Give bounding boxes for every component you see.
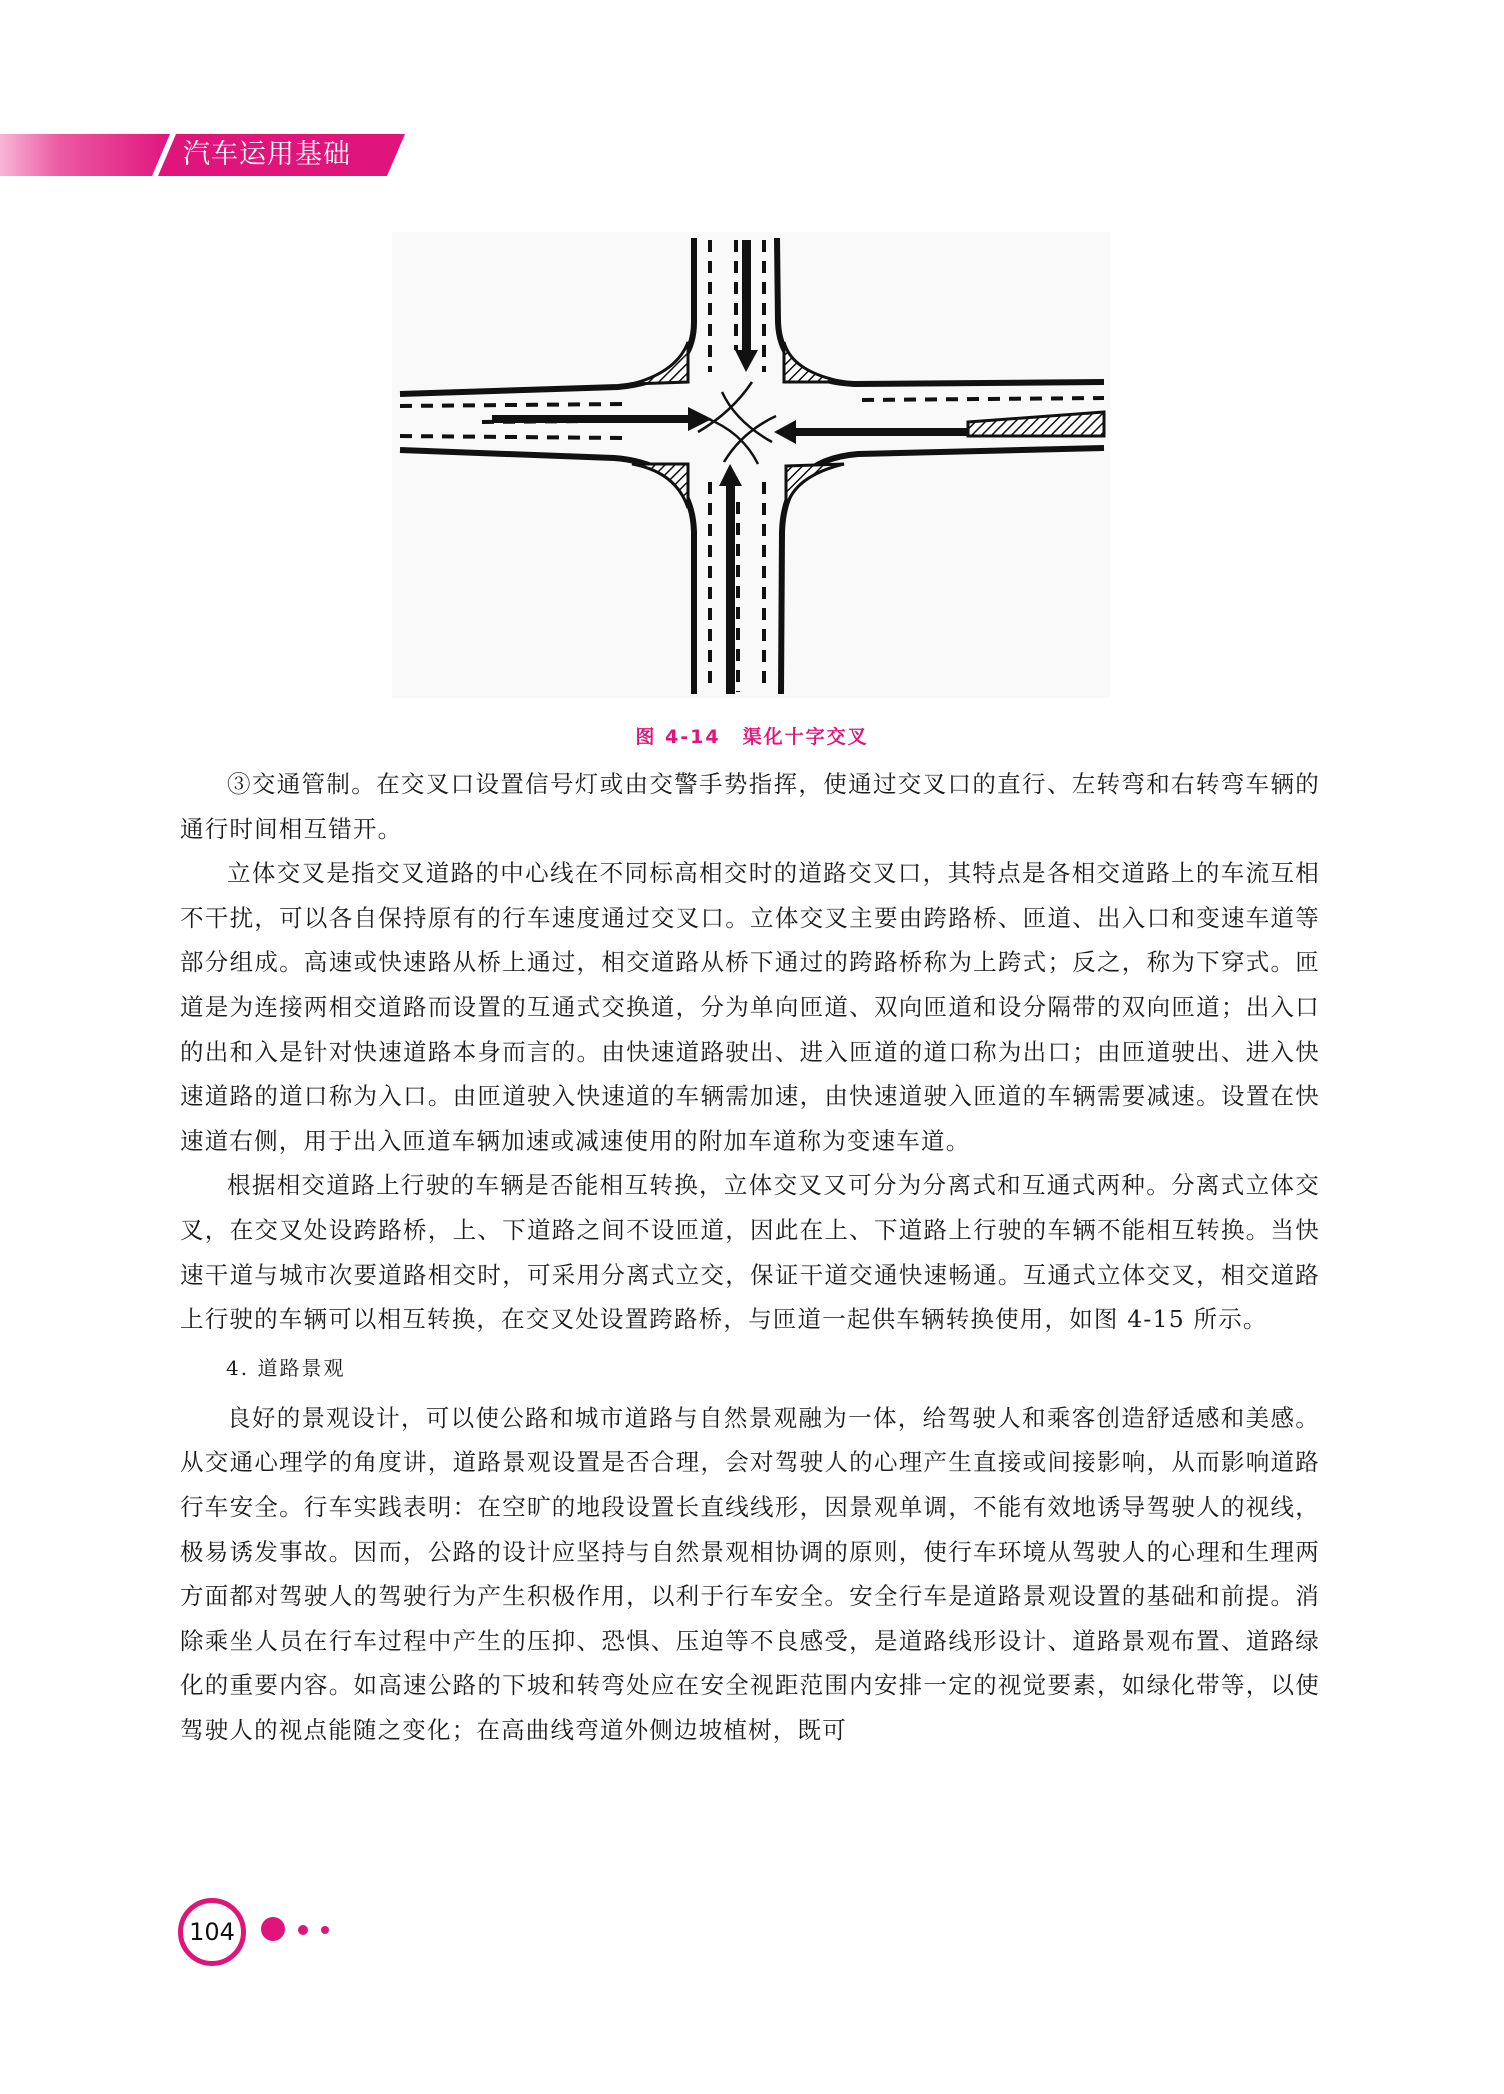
figure-caption (0, 722, 1504, 749)
decorative-dot-large (261, 1917, 285, 1941)
figure-title: 渠化十字交叉 (742, 726, 869, 748)
paragraph: 根据相交道路上行驶的车辆是否能相互转换，立体交叉又可分为分离式和互通式两种。分离式立体交叉，在交叉处设跨路桥，上、下道路之间不设匝道，因此在上、下道路上行驶的车辆不能相互转换。当快速干道与城市次要道路相交时，可采用分离式立交，保证干道交通快速畅通。互通式立体交叉，相交道路上行驶的车辆可以相互转换，在交叉处设置跨路桥，与匝道一起供车辆转换使用，如图 4-15 所示。 (180, 1171, 1320, 1334)
body-text (180, 762, 1320, 1752)
page-number: 104 (178, 1898, 246, 1966)
decorative-dot-medium (298, 1925, 308, 1935)
paragraph: ③交通管制。在交叉口设置信号灯或由交警手势指挥，使通过交叉口的直行、左转弯和右转弯车辆的通行时间相互错开。 (180, 770, 1320, 843)
paragraph: 良好的景观设计，可以使公路和城市道路与自然景观融为一体，给驾驶人和乘客创造舒适感和美感。从交通心理学的角度讲，道路景观设置是否合理，会对驾驶人的心理产生直接或间接影响，从而影响道路行车安全。行车实践表明：在空旷的地段设置长直线线形，因景观单调，不能有效地诱导驾驶人的视线，极易诱发事故。因而，公路的设计应坚持与自然景观相协调的原则，使行车环境从驾驶人的心理和生理两方面都对驾驶人的驾驶行为产生积极作用，以利于行车安全。安全行车是道路景观设置的基础和前提。消除乘坐人员在行车过程中产生的压抑、恐惧、压迫等不良感受，是道路线形设计、道路景观布置、道路绿化的重要内容。如高速公路的下坡和转弯处应在安全视距范围内安排一定的视觉要素，如绿化带等，以使驾驶人的视点能随之变化；在高曲线弯道外侧边坡植树，既可 (180, 1403, 1320, 1744)
intersection-diagram (392, 232, 1110, 698)
paragraph: 立体交叉是指交叉道路的中心线在不同标高相交时的道路交叉口，其特点是各相交道路上的车流互相不干扰，可以各自保持原有的行车速度通过交叉口。立体交叉主要由跨路桥、匝道、出入口和变速车道等部分组成。高速或快速路从桥上通过，相交道路从桥下通过的跨路桥称为上跨式；反之，称为下穿式。匝道是为连接两相交道路而设置的互通式交换道，分为单向匝道、双向匝道和设分隔带的双向匝道；出入口的出和入是针对快速道路本身而言的。由快速道路驶出、进入匝道的道口称为出口；由匝道驶出、进入快速道路的道口称为入口。由匝道驶入快速道的车辆需加速，由快速道驶入匝道的车辆需要减速。设置在快速道右侧，用于出入匝道车辆加速或减速使用的附加车道称为变速车道。 (180, 859, 1320, 1155)
decorative-dot-small (321, 1926, 329, 1934)
section-heading: 4. 道路景观 (226, 1355, 346, 1380)
channelized-intersection-figure (392, 232, 1110, 698)
figure-number: 图 4-14 (635, 726, 721, 748)
running-header-title: 汽车运用基础 (183, 139, 351, 170)
